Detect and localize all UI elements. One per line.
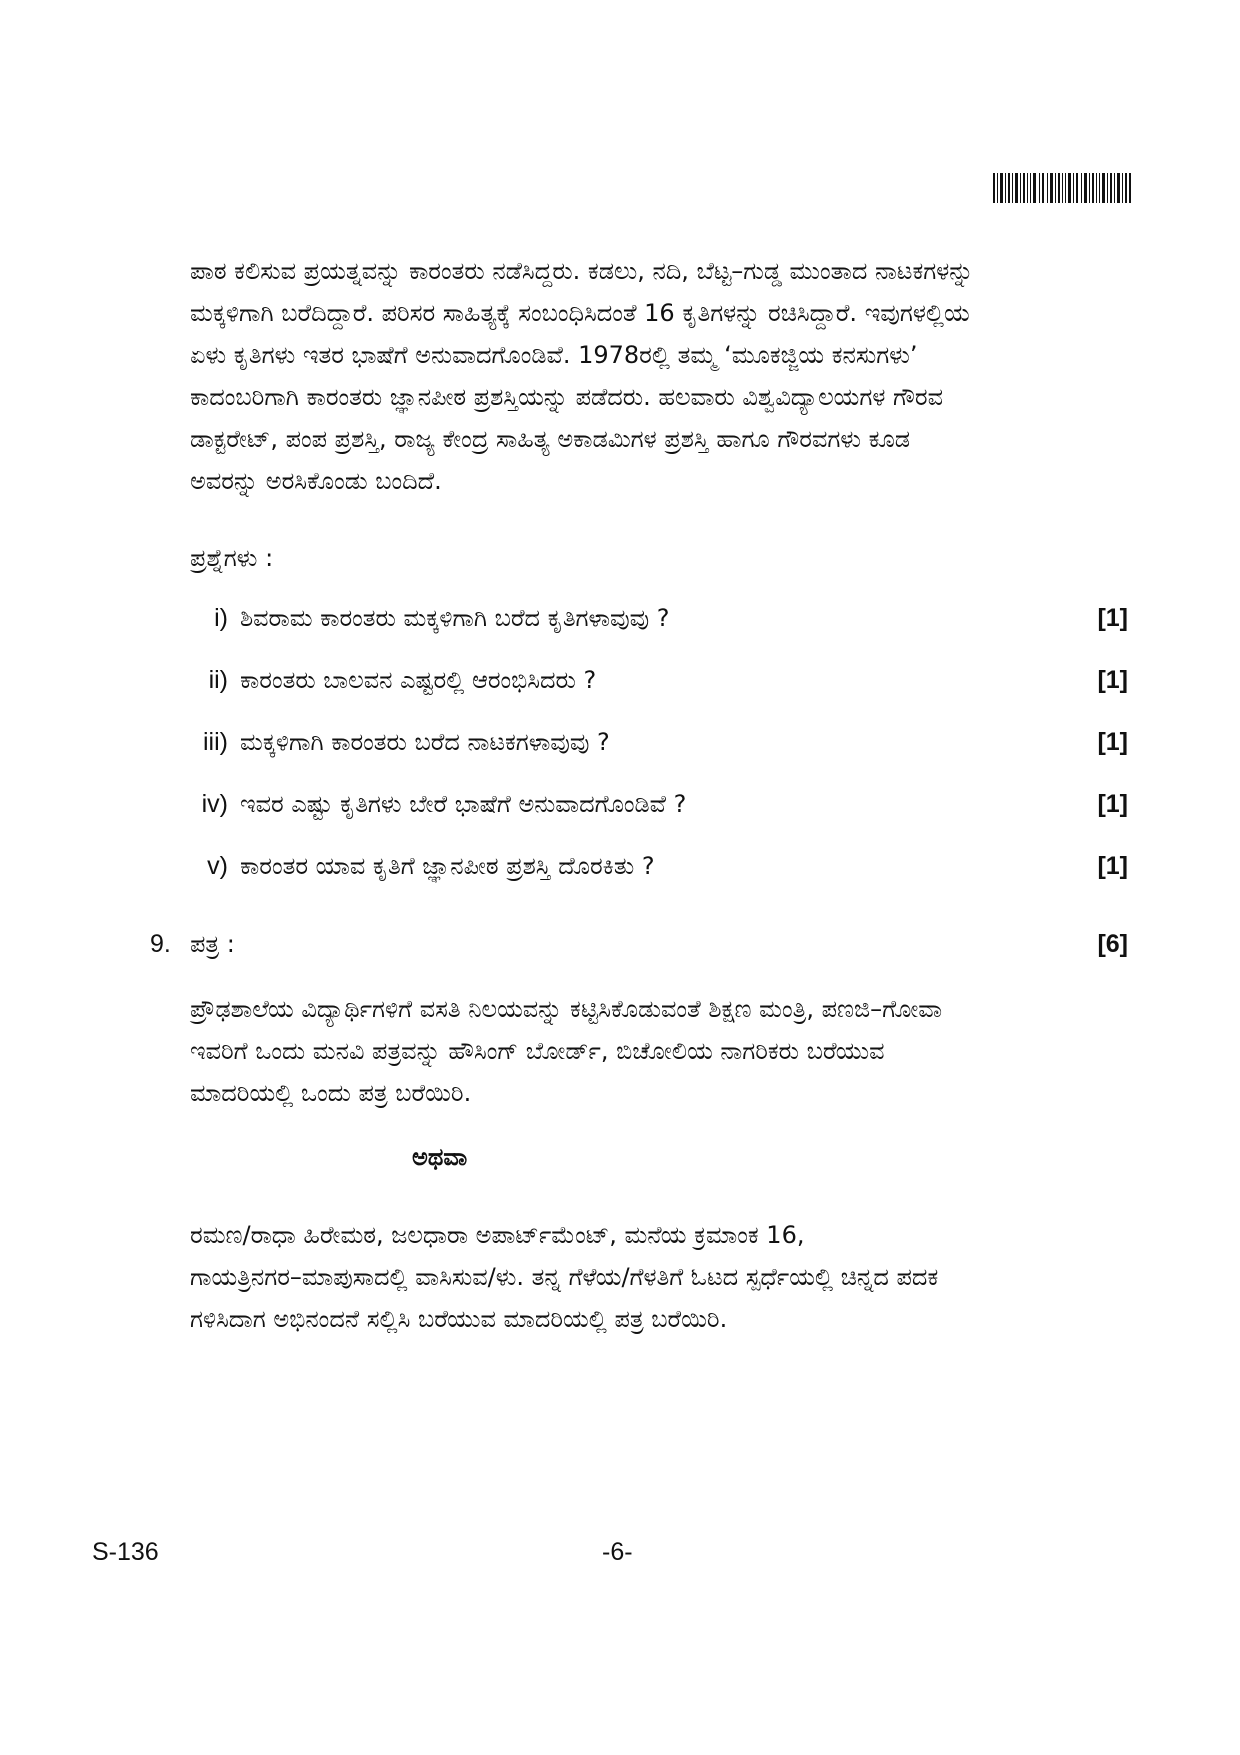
letter-line: ಪ್ರೌಢಶಾಲೆಯ ವಿದ್ಯಾರ್ಥಿಗಳಿಗೆ ವಸತಿ ನಿಲಯವನ್ನು ಕಟ್ಟಿಸಿಕೊಡುವಂತೆ ಶಿಕ್ಷಣ ಮಂತ್ರಿ, ಪಣಜಿ–ಗೋವಾ (190, 995, 943, 1023)
question-item (190, 598, 1128, 638)
question-number: iv) (201, 790, 228, 818)
question-text: ಕಾರಂತರು ಬಾಲವನ ಎಷ್ಟರಲ್ಲಿ ಆರಂಭಿಸಿದರು ? (240, 666, 597, 694)
section-marks: [6] (1097, 930, 1128, 958)
question-marks: [1] (1097, 728, 1128, 756)
question-marks: [1] (1097, 852, 1128, 880)
question-text: ಕಾರಂತರ ಯಾವ ಕೃತಿಗೆ ಜ್ಞಾನಪೀಠ ಪ್ರಶಸ್ತಿ ದೊರಕಿತು ? (240, 852, 655, 880)
passage-paragraph (190, 250, 1078, 502)
section-9-heading (150, 924, 1128, 964)
page-number: -6- (602, 1538, 633, 1566)
section-title: ಪತ್ರ : (190, 930, 235, 958)
question-marks: [1] (1097, 604, 1128, 632)
question-item (190, 784, 1128, 824)
passage-line: ಡಾಕ್ಟರೇಟ್, ಪಂಪ ಪ್ರಶಸ್ತಿ, ರಾಜ್ಯ ಕೇಂದ್ರ ಸಾಹಿತ್ಯ ಅಕಾಡಮಿಗಳ ಪ್ರಶಸ್ತಿ ಹಾಗೂ ಗೌರವಗಳು ಕೂಡ (190, 425, 911, 453)
question-marks: [1] (1097, 666, 1128, 694)
question-item (190, 846, 1128, 886)
letter-line: ಮಾದರಿಯಲ್ಲಿ ಒಂದು ಪತ್ರ ಬರೆಯಿರಿ. (190, 1079, 472, 1107)
barcode (993, 173, 1131, 203)
passage-line: ಕಾದಂಬರಿಗಾಗಿ ಕಾರಂತರು ಜ್ಞಾನಪೀಠ ಪ್ರಶಸ್ತಿಯನ್ನು ಪಡೆದರು. ಹಲವಾರು ವಿಶ್ವವಿದ್ಯಾಲಯಗಳ ಗೌರವ (190, 383, 943, 411)
letter-line: ಇವರಿಗೆ ಒಂದು ಮನವಿ ಪತ್ರವನ್ನು ಹೌಸಿಂಗ್ ಬೋರ್ಡ್, ಬಿಚೋಲಿಯ ನಾಗರಿಕರು ಬರೆಯುವ (190, 1037, 885, 1065)
letter-line: ಗಾಯತ್ರಿನಗರ–ಮಾಪುಸಾದಲ್ಲಿ ವಾಸಿಸುವ/ಳು. ತನ್ನ ಗೆಳೆಯ/ಗೆಳತಿಗೆ ಓಟದ ಸ್ಪರ್ಧೆಯಲ್ಲಿ ಚಿನ್ನದ ಪದಕ (190, 1263, 939, 1291)
question-number: ii) (208, 666, 228, 694)
question-text: ಇವರ ಎಷ್ಟು ಕೃತಿಗಳು ಬೇರೆ ಭಾಷೆಗೆ ಅನುವಾದಗೊಂಡಿವೆ ? (240, 790, 687, 818)
paper-code: S-136 (92, 1538, 159, 1566)
question-text: ಮಕ್ಕಳಿಗಾಗಿ ಕಾರಂತರು ಬರೆದ ನಾಟಕಗಳಾವುವು ? (240, 728, 610, 756)
letter-option-b (190, 1214, 1078, 1340)
passage-line: ಏಳು ಕೃತಿಗಳು ಇತರ ಭಾಷೆಗೆ ಅನುವಾದಗೊಂಡಿವೆ. 1978ರಲ್ಲಿ ತಮ್ಮ ‘ಮೂಕಜ್ಜಿಯ ಕನಸುಗಳು’ (190, 341, 918, 369)
section-number: 9. (150, 930, 171, 958)
passage-line: ಮಕ್ಕಳಿಗಾಗಿ ಬರೆದಿದ್ದಾರೆ. ಪರಿಸರ ಸಾಹಿತ್ಯಕ್ಕೆ ಸಂಬಂಧಿಸಿದಂತೆ 16 ಕೃತಿಗಳನ್ನು ರಚಿಸಿದ್ದಾರೆ. ಇವುಗಳಲ್ಲಿಯ (190, 299, 970, 327)
question-item (190, 660, 1128, 700)
question-text: ಶಿವರಾಮ ಕಾರಂತರು ಮಕ್ಕಳಿಗಾಗಿ ಬರೆದ ಕೃತಿಗಳಾವುವು ? (240, 604, 670, 632)
letter-line: ರಮಣ/ರಾಧಾ ಹಿರೇಮಠ, ಜಲಧಾರಾ ಅಪಾರ್ಟ್‌ಮೆಂಟ್, ಮನೆಯ ಕ್ರಮಾಂಕ 16, (190, 1221, 805, 1249)
letter-line: ಗಳಿಸಿದಾಗ ಅಭಿನಂದನೆ ಸಲ್ಲಿಸಿ ಬರೆಯುವ ಮಾದರಿಯಲ್ಲಿ ಪತ್ರ ಬರೆಯಿರಿ. (190, 1305, 728, 1333)
question-item (190, 722, 1128, 762)
passage-line: ಅವರನ್ನು ಅರಸಿಕೊಂಡು ಬಂದಿದೆ. (190, 467, 442, 495)
question-marks: [1] (1097, 790, 1128, 818)
letter-option-a (190, 988, 1078, 1114)
passage-line: ಪಾಠ ಕಲಿಸುವ ಪ್ರಯತ್ನವನ್ನು ಕಾರಂತರು ನಡೆಸಿದ್ದರು. ಕಡಲು, ನದಿ, ಬೆಟ್ಟ–ಗುಡ್ಡ ಮುಂತಾದ ನಾಟಕಗಳನ್ನು (190, 257, 974, 285)
question-number: iii) (203, 728, 228, 756)
questions-heading: ಪ್ರಶ್ನೆಗಳು : (190, 544, 274, 572)
question-number: i) (214, 604, 228, 632)
question-number: v) (207, 852, 228, 880)
or-label: ಅಥವಾ (412, 1143, 468, 1171)
